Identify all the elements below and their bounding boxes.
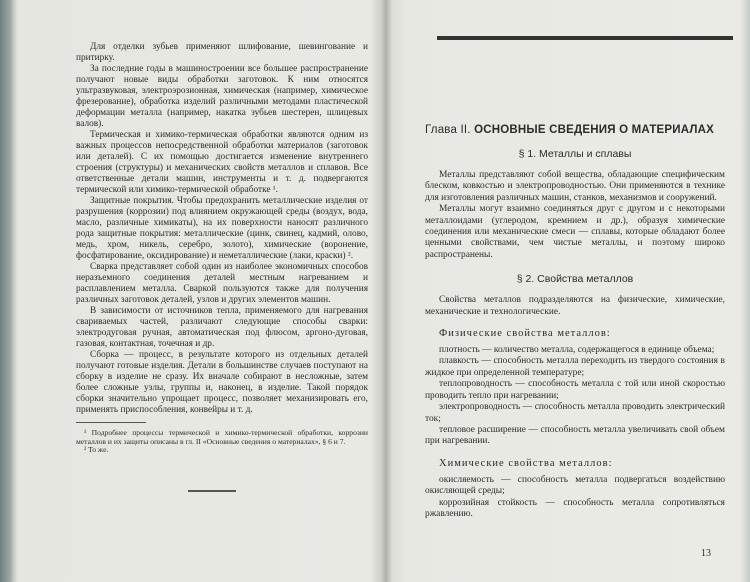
header-bar [437,36,733,40]
right-text-column [425,0,725,520]
definition: плотность — количество металла, содержащегося в единице объема; [439,345,715,356]
left-page [20,0,380,582]
definition: тепловое расширение — способность металла увеличивать свой объем при нагревании. [425,424,725,447]
page-number: 13 [701,548,711,559]
left-text-column [76,42,368,455]
paragraph: Металлы представляют собой вещества, обладающие специфическим блеском, ковкостью и электропроводностью. Они применяются в технике для изготовления различных машин, станков, механизмов и сооружений. [425,170,725,203]
paragraph: Защитные покрытия. Чтобы предохранить металлические изделия от разрушения (коррозии) под влиянием окружающей среды (воздух, вода, масло, различные химикаты), на их поверхности наносят различного рода защитные покрытия: металлические (цинк, свинец, кадмий, олово, медь, хром, никель, серебро, золото), химические (воронение, фосфатирование, оксидирование) и неметаллические (лаки, краски) ². [76,196,368,261]
paragraph: За последние годы в машиностроении все большее распространение получают новые виды обработки заготовок. К ним относятся ультразвуковая, электроэрозионная, химическая (например, химическое фрезерование), обработка изделий различными методами пластической деформации металла (например, накатка зубьев шестерен, шлицевых валов). [76,64,368,129]
footnotes [76,429,368,455]
footnote: ¹ Подробнее процессы термической и химико-термической обработки, коррозии металлов и их защиты описаны в гл. II «Основные сведения о материалах», § 6 и 7. [76,428,368,446]
paragraph: Сварка представляет собой один из наиболее экономичных способов неразъемного соединения деталей местным нагреванием и расплавлением металла. Сваркой пользуются также для получения различных заготовок деталей, узлов и других элементов машин. [76,262,368,305]
definition: электропроводность — способность металла проводить электрический ток; [425,402,725,424]
chapter-title: ОСНОВНЫЕ СВЕДЕНИЯ О МАТЕРИАЛАХ [474,124,715,136]
footnote-rule [76,422,146,423]
section-heading: § 2. Свойства металлов [516,273,634,286]
chapter-heading [425,124,725,136]
definition: плавкость — способность металла переходить из твердого состояния в жидкое при определенной температуре; [425,356,725,378]
definition: коррозийная стойкость — способность металла сопротивляться ржавлению. [425,497,725,519]
subheading: Физические свойства металлов: [439,328,611,340]
definition: теплопроводность — способность металла с той или иной скоростью проводить тепло при нагревании; [425,379,725,401]
paragraph: В зависимости от источников тепла, применяемого для нагревания свариваемых частей, различают следующие способы сварки: электродуговая ручная, автоматическая под флюсом, аргоно-дуговая, газовая, контактная, точечная и др. [76,306,368,349]
right-page [395,0,745,582]
chapter-prefix: Глава II. [425,124,471,136]
paragraph: Для отделки зубьев применяют шлифование, шевингование и притирку. [76,42,368,63]
paragraph: Металлы могут взаимно соединяться друг с другом и с некоторыми металлоидами (углеродом, кремнием и др.), образуя химические соединения или механические смеси — сплавы, которые обладают более ценными свойствами, чем чистые металлы, и поэтому широко распространены. [425,204,725,260]
subheading: Химические свойства металлов: [439,457,613,469]
paragraph: Свойства металлов подразделяются на физические, химические, механические и технологические. [425,295,725,317]
page-end-rule [188,490,236,492]
definition: окисляемость — способность металла подвергаться воздействию окисляющей среды; [425,474,725,497]
paragraph: Термическая и химико-термическая обработки являются одним из важных процессов непосредственной обработки материалов (заготовок или деталей). С их помощью достигается изменение внутреннего строения (структуры) и механических свойств металлов и сплавов. Все ответственные детали машин, инструменты и т. д. подвергаются термической или химико-термической обработке ¹. [76,130,368,195]
footnote: ² То же. [84,445,109,455]
paragraph: Сборка — процесс, в результате которого из отдельных деталей получают готовые изделия. Детали в большинстве случаев поступают на сборку в изделие не сразу. Их вначале собирают в несложные, затем более сложные узлы, группы и, наконец, в изделие. Такой порядок сборки значительно упрощает процесс, позволяет механизировать его, применять приспособления, конвейры и т. д. [76,350,368,415]
section-heading: § 1. Металлы и сплавы [518,148,632,160]
